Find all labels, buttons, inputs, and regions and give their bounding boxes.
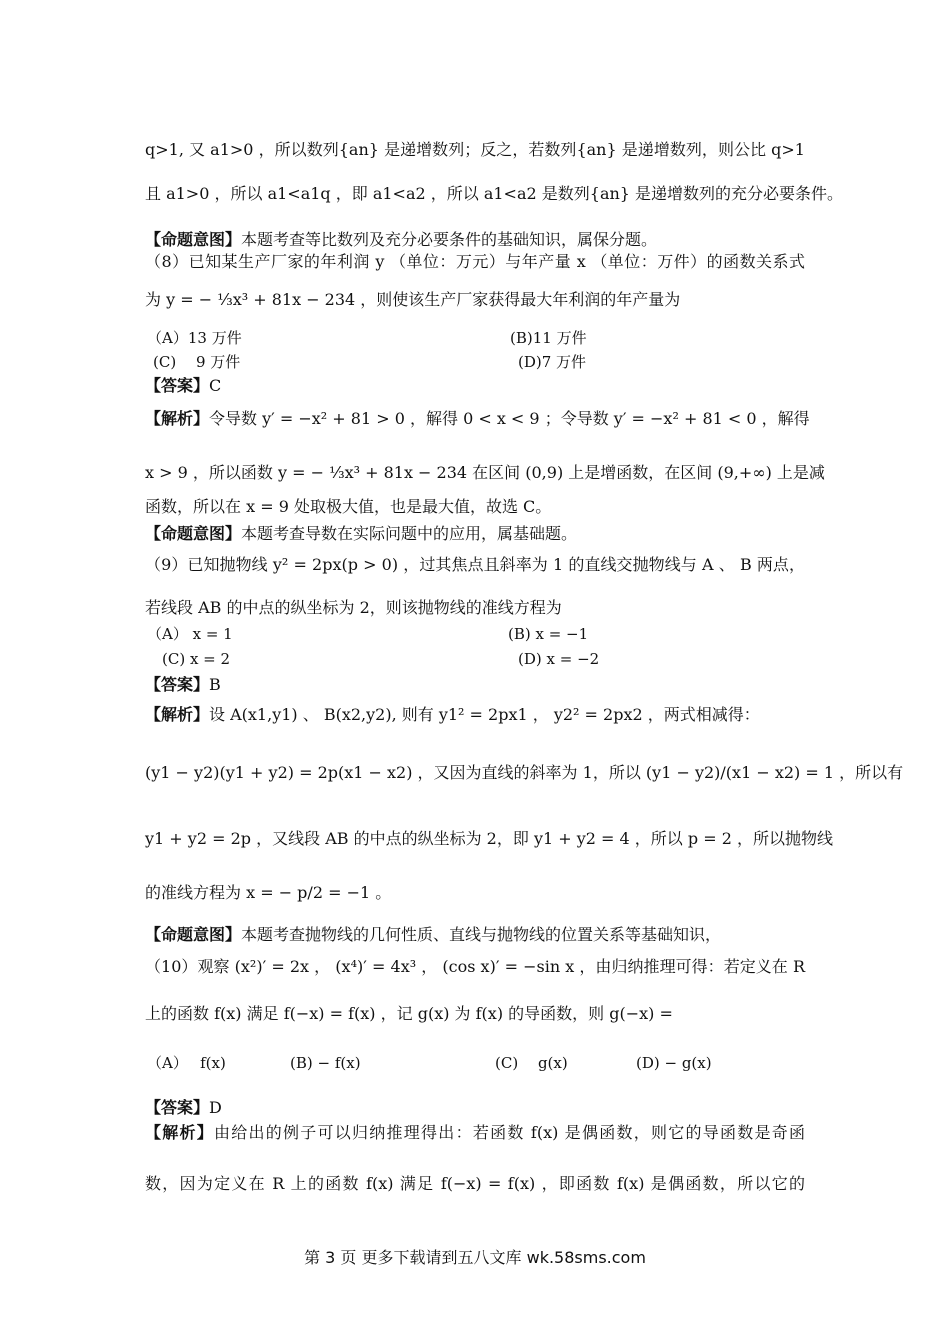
analysis-text: 设 A(x1,y1) 、 B(x2,y2), 则有 y1² = 2px1 ， y2² = 2px2 ，两式相减得： [209, 705, 760, 724]
analysis-text: 令导数 y′ = −x² + 81 > 0 ，解得 0 < x < 9 ；令导数 y′ = −x² + 81 < 0 ，解得 [209, 409, 810, 428]
option-d: (D)7 万件 [518, 353, 587, 371]
option-a: （A） x = 1 [147, 625, 233, 643]
page-footer: 第 3 页 更多下载请到五八文库 wk.58sms.com [304, 1248, 646, 1267]
text-line: q>1, 又 a1>0 ，所以数列{an} 是递增数列；反之，若数列{an} 是递增数列，则公比 q>1 [145, 140, 805, 159]
option-b: (B) − f(x) [290, 1054, 361, 1072]
question-9: （9）已知抛物线 y² = 2px(p > 0) ，过其焦点且斜率为 1 的直线交抛物线与 A 、 B 两点， [145, 555, 805, 574]
analysis-text: 由给出的例子可以归纳推理得出：若函数 f(x) 是偶函数，则它的导函数是奇函 [214, 1123, 805, 1142]
answer-label: 【答案】 [145, 675, 210, 694]
answer-label: 【答案】 [145, 376, 210, 395]
answer-line [145, 375, 805, 397]
question-10: （10）观察 (x²)′ = 2x ， (x⁴)′ = 4x³ ， (cos x)′ = −sin x ，由归纳推理可得：若定义在 R [145, 957, 805, 976]
text-line: (y1 − y2)(y1 + y2) = 2p(x1 − x2) ，又因为直线的斜率为 1，所以 (y1 − y2)/(x1 − x2) = 1 ，所以有 [145, 763, 904, 782]
intent-line [145, 924, 805, 946]
text-line: 为 y = − ⅓x³ + 81x − 234 ，则使该生产厂家获得最大年利润的年产量为 [145, 290, 681, 309]
text-line: 数，因为定义在 R 上的函数 f(x) 满足 f(−x) = f(x) ，即函数 f(x) 是偶函数，所以它的 [145, 1174, 805, 1193]
intent-label: 【命题意图】 [145, 524, 242, 543]
intent-label: 【命题意图】 [145, 925, 242, 944]
analysis-line [145, 1122, 805, 1144]
option-a: （A） f(x) [147, 1054, 226, 1072]
analysis-label: 【解析】 [145, 1123, 215, 1142]
answer-value: B [209, 675, 221, 694]
answer-label: 【答案】 [145, 1098, 210, 1117]
intent-text: 本题考查等比数列及充分必要条件的基础知识，属保分题。 [241, 230, 658, 249]
answer-value: D [209, 1098, 222, 1117]
answer-value: C [209, 376, 222, 395]
intent-line [145, 229, 805, 251]
option-d: (D) − g(x) [636, 1054, 712, 1072]
analysis-line [145, 408, 810, 430]
text-line: 若线段 AB 的中点的纵坐标为 2，则该抛物线的准线方程为 [145, 598, 562, 617]
answer-line [145, 1097, 805, 1119]
option-d: (D) x = −2 [518, 650, 600, 668]
analysis-label: 【解析】 [145, 705, 210, 724]
question-8: （8）已知某生产厂家的年利润 y （单位：万元）与年产量 x （单位：万件）的函数关系式 [145, 252, 805, 271]
text-line: 函数，所以在 x = 9 处取极大值，也是最大值，故选 C。 [145, 497, 552, 516]
text-line: 的准线方程为 x = − p/2 = −1 。 [145, 883, 392, 902]
option-c: (C) g(x) [495, 1054, 568, 1072]
intent-label: 【命题意图】 [145, 230, 242, 249]
analysis-label: 【解析】 [145, 409, 210, 428]
intent-text: 本题考查抛物线的几何性质、直线与抛物线的位置关系等基础知识， [241, 925, 722, 944]
option-c: (C) x = 2 [162, 650, 231, 668]
analysis-line [145, 704, 805, 726]
intent-line [145, 523, 805, 545]
text-line: y1 + y2 = 2p ，又线段 AB 的中点的纵坐标为 2，即 y1 + y2 = 4 ，所以 p = 2 ，所以抛物线 [145, 829, 833, 848]
text-line: 上的函数 f(x) 满足 f(−x) = f(x) ，记 g(x) 为 f(x) 的导函数，则 g(−x) = [145, 1004, 673, 1023]
option-b: (B) x = −1 [508, 625, 589, 643]
option-a: （A）13 万件 [147, 329, 242, 347]
answer-line [145, 674, 805, 696]
option-b: (B)11 万件 [510, 329, 587, 347]
text-line: 且 a1>0 ，所以 a1<a1q ，即 a1<a2 ，所以 a1<a2 是数列{an} 是递增数列的充分必要条件。 [145, 184, 844, 203]
intent-text: 本题考查导数在实际问题中的应用，属基础题。 [241, 524, 578, 543]
option-c: (C) 9 万件 [153, 353, 241, 371]
text-line: x > 9 ，所以函数 y = − ⅓x³ + 81x − 234 在区间 (0,9) 上是增函数，在区间 (9,+∞) 上是减 [145, 463, 825, 482]
